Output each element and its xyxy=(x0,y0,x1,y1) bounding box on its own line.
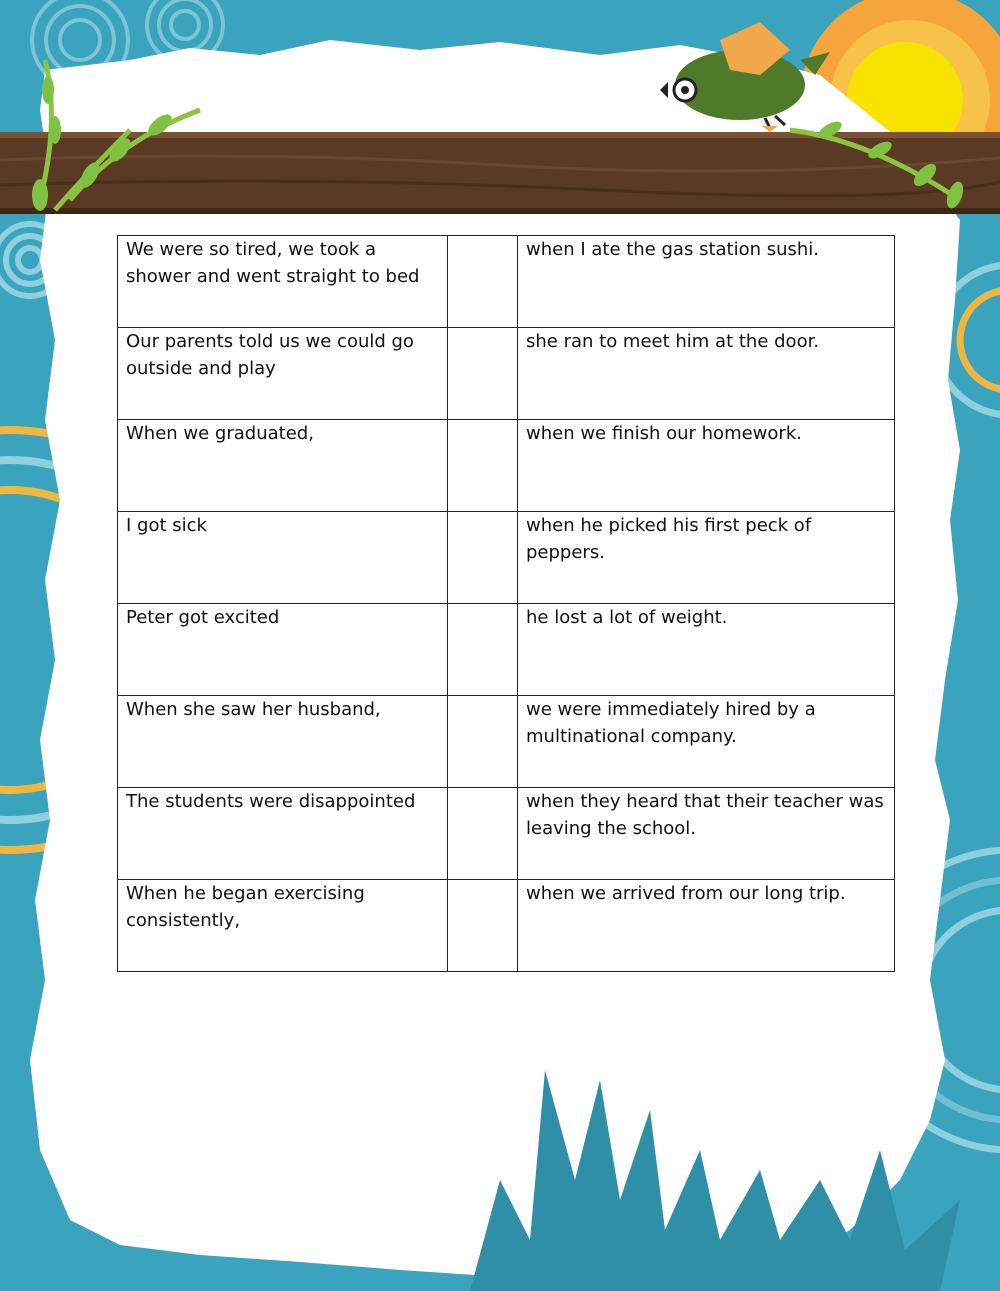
table-row xyxy=(118,788,895,880)
sentence-start: We were so tired, we took a shower and went straight to bed xyxy=(118,236,448,328)
sentence-end: she ran to meet him at the door. xyxy=(518,328,895,420)
table-row xyxy=(118,604,895,696)
table-row xyxy=(118,236,895,328)
sentence-end: when we arrived from our long trip. xyxy=(518,880,895,972)
answer-blank[interactable] xyxy=(448,512,518,604)
sentence-end: he lost a lot of weight. xyxy=(518,604,895,696)
table-row xyxy=(118,696,895,788)
table-row xyxy=(118,880,895,972)
table-row xyxy=(118,328,895,420)
answer-blank[interactable] xyxy=(448,328,518,420)
answer-blank[interactable] xyxy=(448,880,518,972)
sentence-start: Our parents told us we could go outside and play xyxy=(118,328,448,420)
sentence-start: Peter got excited xyxy=(118,604,448,696)
answer-blank[interactable] xyxy=(448,788,518,880)
sentence-start: When we graduated, xyxy=(118,420,448,512)
answer-blank[interactable] xyxy=(448,420,518,512)
sentence-start: I got sick xyxy=(118,512,448,604)
table-row xyxy=(118,420,895,512)
sentence-end: when I ate the gas station sushi. xyxy=(518,236,895,328)
sentence-end: we were immediately hired by a multinational company. xyxy=(518,696,895,788)
sentence-start: The students were disappointed xyxy=(118,788,448,880)
answer-blank[interactable] xyxy=(448,696,518,788)
sentence-start: When she saw her husband, xyxy=(118,696,448,788)
sentence-end: when he picked his first peck of peppers. xyxy=(518,512,895,604)
matching-table xyxy=(117,235,895,972)
sentence-start: When he began exercising consistently, xyxy=(118,880,448,972)
table-row xyxy=(118,512,895,604)
answer-blank[interactable] xyxy=(448,236,518,328)
sentence-end: when we finish our homework. xyxy=(518,420,895,512)
sentence-end: when they heard that their teacher was leaving the school. xyxy=(518,788,895,880)
answer-blank[interactable] xyxy=(448,604,518,696)
